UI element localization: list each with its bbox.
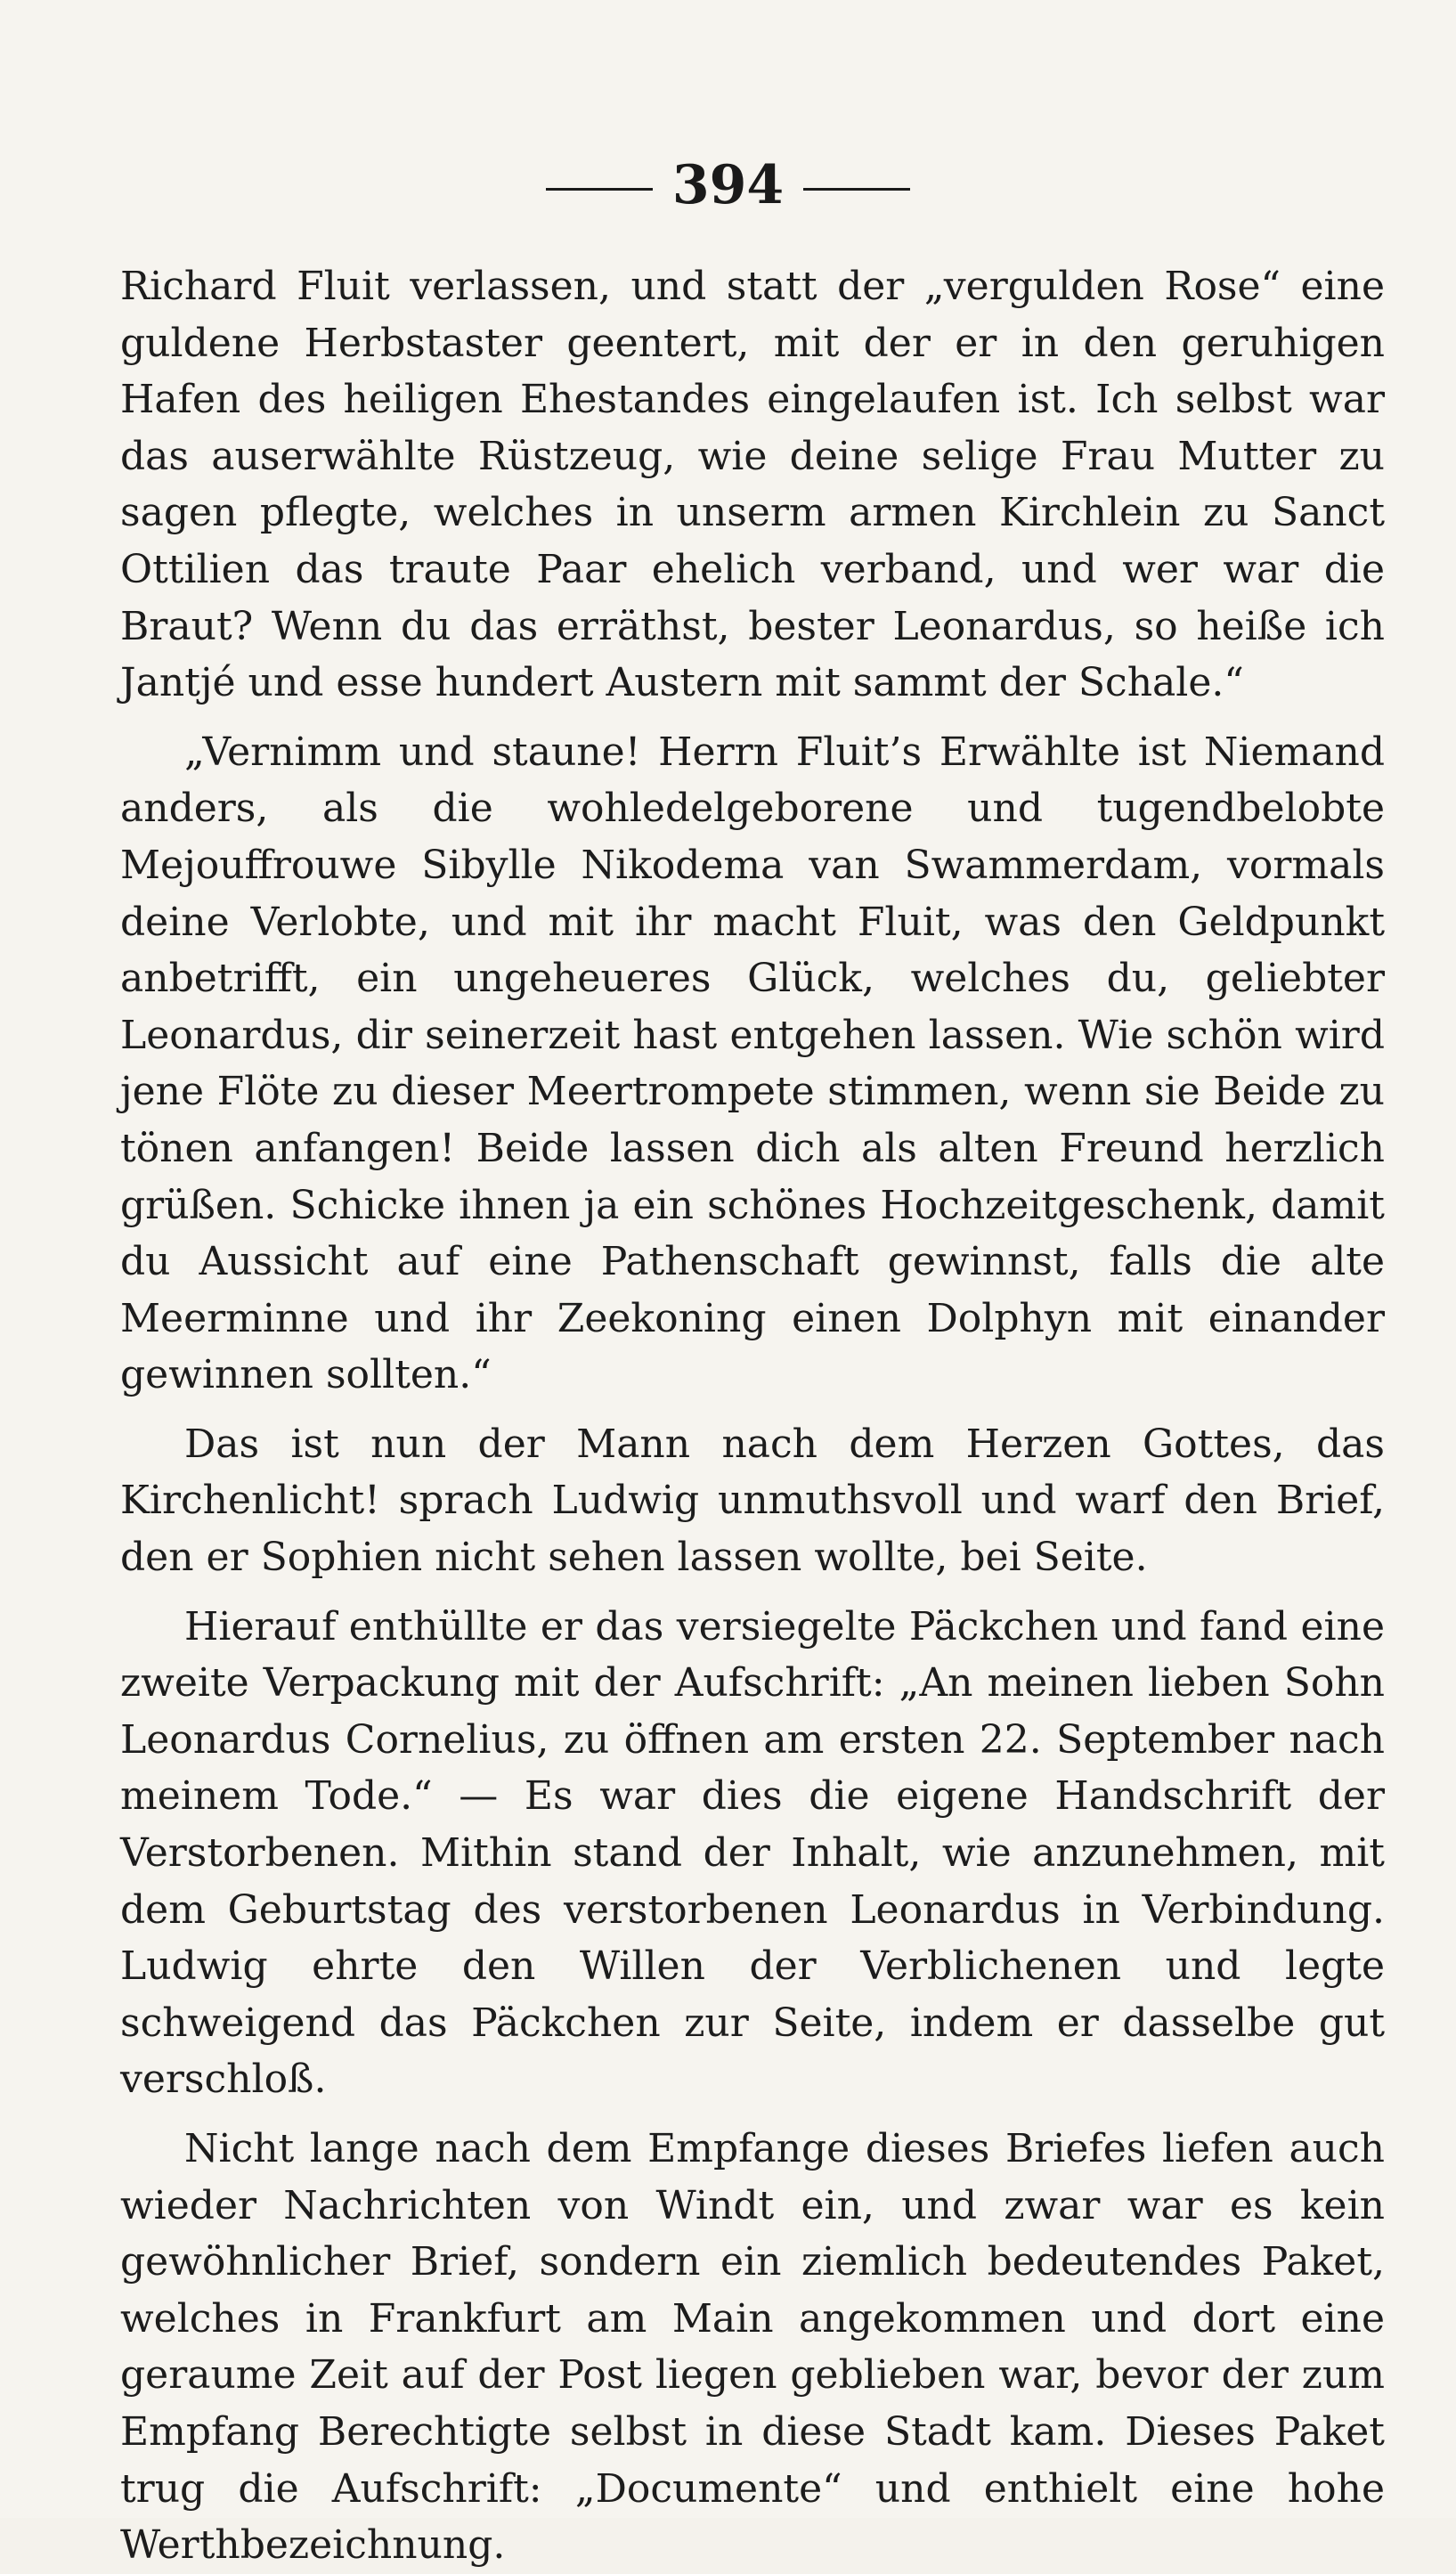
- header-rule-right: [803, 188, 910, 191]
- page-header: [0, 150, 1456, 221]
- paragraph: „Vernimm und staune! Herrn Fluit’s Erwählte ist Niemand anders, als die wohledelgeborene und tugendbelobte Mejouffrouwe Sibylle Nikodema van Swammerdam, vormals deine Verlobte, und mit ihr macht Fluit, was den Geldpunkt anbetrifft, ein ungeheueres Glück, welches du, geliebter Leonardus, dir seinerzeit hast entgehen lassen. Wie schön wird jene Flöte zu dieser Meertrompete stimmen, wenn sie Beide zu tönen anfangen! Beide lassen dich als alten Freund herzlich grüßen. Schicke ihnen ja ein schönes Hochzeitgeschenk, damit du Aussicht auf eine Pathenschaft gewinnst, falls die alte Meerminne und ihr Zeekoning einen Dolphyn mit einander gewinnen sollten.“: [120, 729, 1385, 1398]
- page-text: [120, 258, 1385, 2574]
- page-number: 394: [671, 154, 785, 216]
- paragraph: Nicht lange nach dem Empfange dieses Briefes liefen auch wieder Nachrichten von Windt ein, und zwar war es kein gewöhnlicher Brief, sondern ein ziemlich bedeutendes Paket, welches in Frankfurt am Main angekommen und dort eine geraume Zeit auf der Post liegen geblieben war, bevor der zum Empfang Berechtigte selbst in diese Stadt kam. Dieses Paket trug die Aufschrift: „Documente“ und enthielt eine hohe Werthbezeichnung.: [120, 2126, 1385, 2569]
- paragraph: Richard Fluit verlassen, und statt der „vergulden Rose“ eine guldene Herbstaster geentert, mit der er in den geruhigen Hafen des heiligen Ehestandes eingelaufen ist. Ich selbst war das auserwählte Rüstzeug, wie deine selige Frau Mutter zu sagen pflegte, welches in unserm armen Kirchlein zu Sanct Ottilien das traute Paar ehelich verband, und wer war die Braut? Wenn du das erräthst, bester Leonardus, so heiße ich Jantjé und esse hundert Austern mit sammt der Schale.“: [120, 264, 1385, 706]
- header-rule-left: [546, 188, 653, 191]
- paragraph: Hierauf enthüllte er das versiegelte Päckchen und fand eine zweite Verpackung mit der Aufschrift: „An meinen lieben Sohn Leonardus Cornelius, zu öffnen am ersten 22. September nach meinem Tode.“ — Es war dies die eigene Handschrift der Verstorbenen. Mithin stand der Inhalt, wie anzunehmen, mit dem Geburtstag des verstorbenen Leonardus in Verbindung. Ludwig ehrte den Willen der Verblichenen und legte schweigend das Päckchen zur Seite, indem er dasselbe gut verschloß.: [120, 1603, 1385, 2103]
- paragraph: Das ist nun der Mann nach dem Herzen Gottes, das Kirchenlicht! sprach Ludwig unmuthsvoll und warf den Brief, den er Sophien nicht sehen lassen wollte, bei Seite.: [120, 1421, 1385, 1581]
